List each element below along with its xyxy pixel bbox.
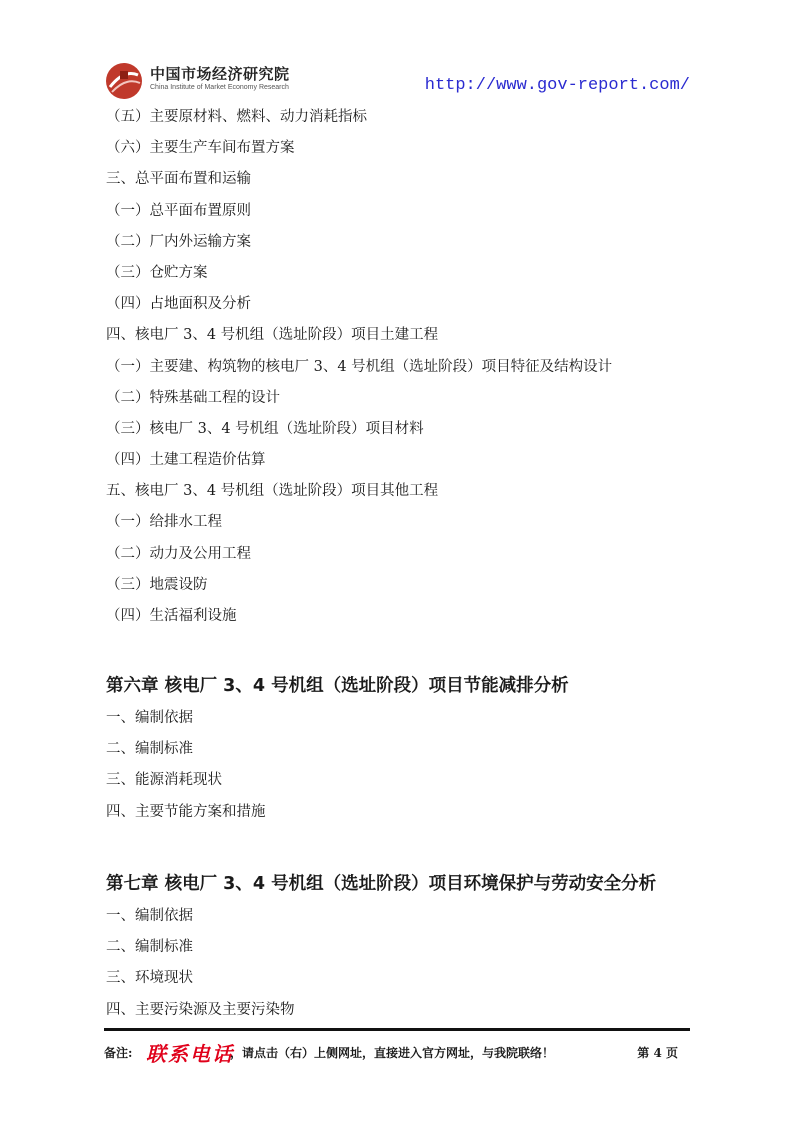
footer-note-text: ，请点击（右）上侧网址，直接进入官方网址，与我院联络！ — [230, 1046, 555, 1060]
outline-item: 二、编制标准 — [106, 741, 193, 758]
outline-item: （一）总平面布置原则 — [106, 202, 251, 219]
outline-item: （二）特殊基础工程的设计 — [106, 389, 280, 406]
outline-item: （六）主要生产车间布置方案 — [106, 140, 295, 157]
org-name-en: China Institute of Market Economy Research — [150, 84, 289, 91]
chapter-7-heading: 第七章 核电厂 3、4 号机组（选址阶段）项目环境保护与劳动安全分析 — [106, 874, 657, 894]
website-link[interactable]: http://www.gov-report.com/ — [424, 76, 690, 95]
outline-item: （二）动力及公用工程 — [106, 545, 251, 562]
outline-item: 四、核电厂 3、4 号机组（选址阶段）项目土建工程 — [106, 327, 439, 344]
outline-item: （一）给排水工程 — [106, 514, 222, 531]
page-header — [104, 58, 690, 104]
footer-divider — [104, 1028, 690, 1031]
outline-item: 三、环境现状 — [106, 970, 193, 987]
outline-item: （五）主要原材料、燃料、动力消耗指标 — [106, 109, 367, 125]
outline-item: （四）生活福利设施 — [106, 608, 237, 624]
outline-item: 一、编制依据 — [106, 908, 193, 924]
contact-phone-link[interactable]: 联系电话 — [146, 1042, 234, 1066]
outline-item: （二）厂内外运输方案 — [106, 233, 251, 250]
outline-section-top — [106, 104, 696, 634]
outline-item: （三）仓贮方案 — [106, 264, 208, 281]
outline-item: 五、核电厂 3、4 号机组（选址阶段）项目其他工程 — [106, 483, 439, 500]
outline-item: 二、编制标准 — [106, 939, 193, 956]
chapter-7-items — [106, 903, 696, 1028]
footer-note-label: 备注: — [104, 1046, 133, 1060]
chapter-6-items — [106, 705, 696, 830]
outline-item: （三）地震设防 — [106, 576, 208, 593]
chapter-6-heading: 第六章 核电厂 3、4 号机组（选址阶段）项目节能减排分析 — [106, 676, 569, 696]
outline-item: 三、能源消耗现状 — [106, 772, 222, 789]
outline-item: （四）占地面积及分析 — [106, 296, 251, 313]
page-footer — [104, 1038, 690, 1066]
outline-item: 四、主要节能方案和措施 — [106, 803, 266, 820]
institute-logo-icon — [104, 61, 144, 101]
outline-item: 四、主要污染源及主要污染物 — [106, 1001, 295, 1018]
page-number: 第 4 页 — [637, 1046, 678, 1060]
outline-item: （一）主要建、构筑物的核电厂 3、4 号机组（选址阶段）项目特征及结构设计 — [106, 358, 613, 375]
outline-item: 三、总平面布置和运输 — [106, 171, 251, 188]
outline-item: 一、编制依据 — [106, 710, 193, 726]
outline-item: （三）核电厂 3、4 号机组（选址阶段）项目材料 — [106, 420, 424, 437]
org-name-cn: 中国市场经济研究院 — [150, 65, 290, 83]
outline-item: （四）土建工程造价估算 — [106, 452, 266, 469]
